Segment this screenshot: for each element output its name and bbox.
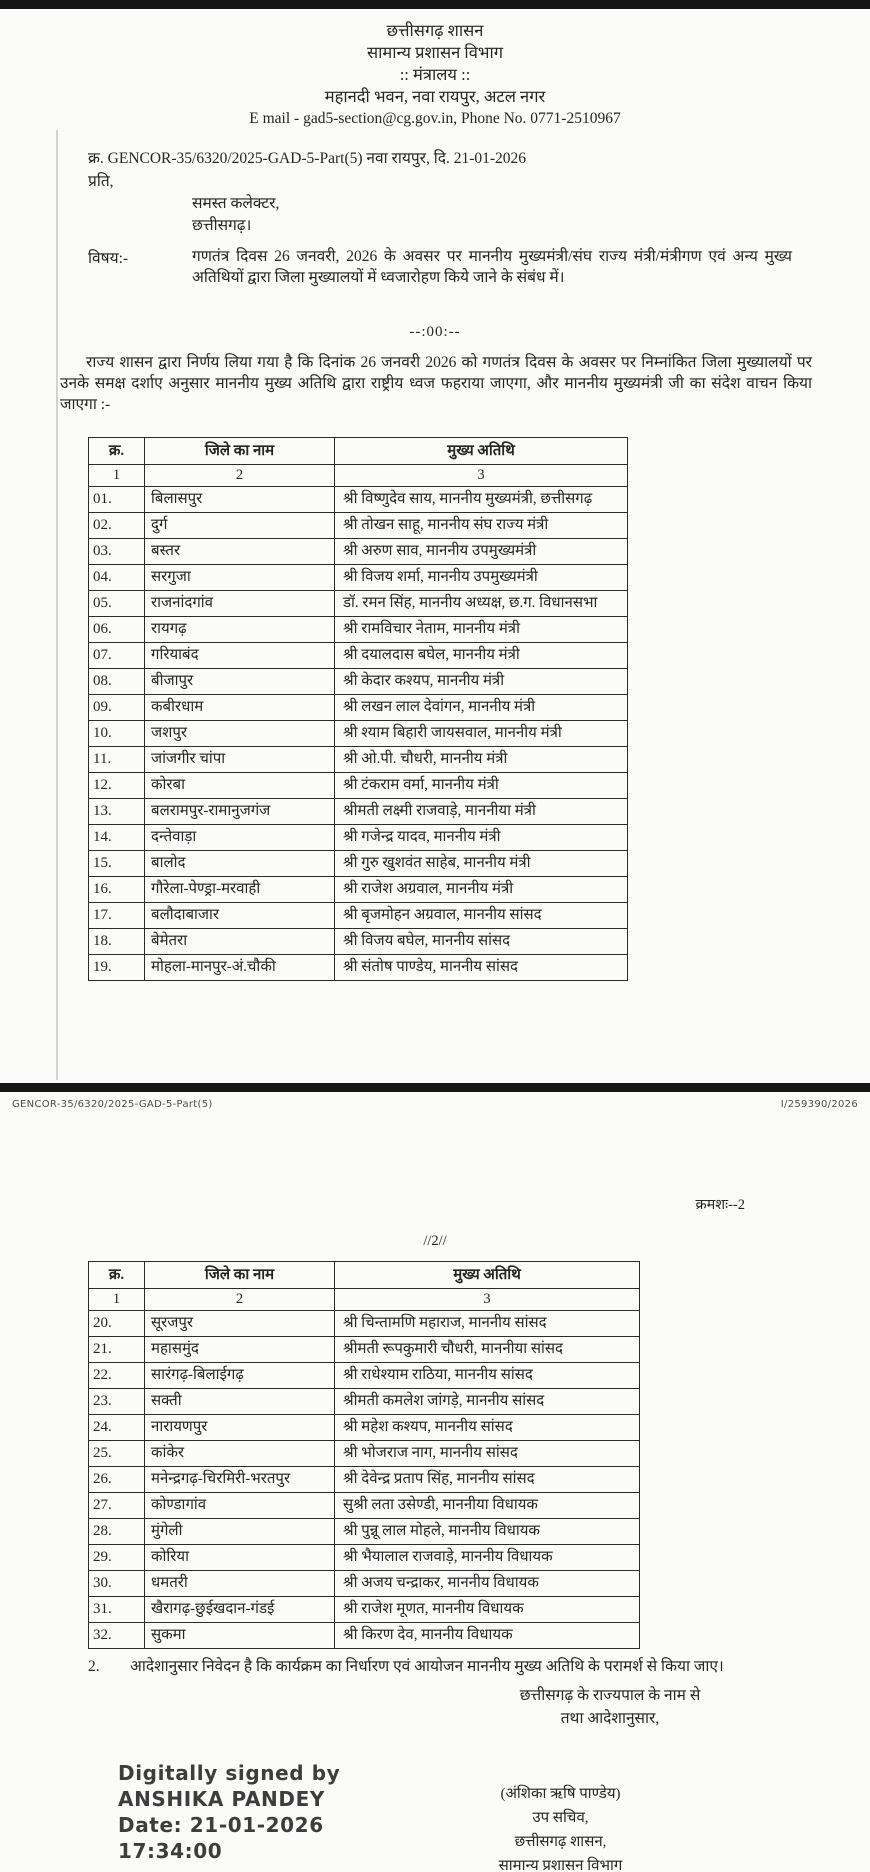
guest-table-page1	[88, 437, 628, 981]
table-cell: 11.	[89, 747, 145, 773]
table-row	[89, 591, 628, 617]
page-separator-bar	[0, 1083, 870, 1092]
table-row	[89, 825, 628, 851]
table-row	[89, 1311, 640, 1337]
col-header-chief-guest: मुख्य अतिथि	[335, 1262, 640, 1289]
authority-line1: छत्तीसगढ़ के राज्यपाल के नाम से	[519, 1687, 701, 1704]
table-row	[89, 643, 628, 669]
col-header-chief-guest: मुख्य अतिथि	[335, 438, 628, 465]
table-cell: श्री विष्णुदेव साय, माननीय मुख्यमंत्री, छत्तीसगढ़	[335, 487, 628, 513]
digital-signature-line4: 17:34:00	[118, 1839, 223, 1863]
table-row	[89, 1337, 640, 1363]
table-row	[89, 487, 628, 513]
table-cell: जांजगीर चांपा	[145, 747, 335, 773]
table-cell: श्री श्याम बिहारी जायसवाल, माननीय मंत्री	[335, 721, 628, 747]
letterhead-address: महानदी भवन, नवा रायपुर, अटल नगर	[324, 87, 546, 106]
table-row	[89, 1467, 640, 1493]
col-number: 1	[89, 1289, 145, 1311]
table-cell: धमतरी	[145, 1571, 335, 1597]
table-row	[89, 1519, 640, 1545]
authority-block	[470, 1684, 750, 1730]
table-cell: सूरजपुर	[145, 1311, 335, 1337]
table-cell: श्री गुरु खुशवंत साहेब, माननीय मंत्री	[335, 851, 628, 877]
table-cell: 26.	[89, 1467, 145, 1493]
table-cell: बालोद	[145, 851, 335, 877]
table-cell: 07.	[89, 643, 145, 669]
table-header-row	[89, 1262, 640, 1289]
table-row	[89, 695, 628, 721]
table-cell: श्रीमती कमलेश जांगड़े, माननीय सांसद	[335, 1389, 640, 1415]
section-divider: --:00:--	[409, 324, 461, 340]
table-cell: सरगुजा	[145, 565, 335, 591]
table-row	[89, 669, 628, 695]
table-cell: 21.	[89, 1337, 145, 1363]
col-header-serial: क्र.	[89, 438, 145, 465]
table-cell: 06.	[89, 617, 145, 643]
table-numbering-row	[89, 465, 628, 487]
signer-name: (अंशिका ऋषि पाण्डेय)	[500, 1786, 621, 1802]
table-cell: श्री लखन लाल देवांगन, माननीय मंत्री	[335, 695, 628, 721]
table-row	[89, 1363, 640, 1389]
table-cell: दन्तेवाड़ा	[145, 825, 335, 851]
table-cell: श्री चिन्तामणि महाराज, माननीय सांसद	[335, 1311, 640, 1337]
table-row	[89, 877, 628, 903]
reference-number-line: क्र. GENCOR-35/6320/2025-GAD-5-Part(5) नवा रायपुर, दि. 21-01-2026	[88, 150, 527, 167]
table-row	[89, 1415, 640, 1441]
table-cell: 12.	[89, 773, 145, 799]
table-cell: बीजापुर	[145, 669, 335, 695]
table-cell: बेमेतरा	[145, 929, 335, 955]
letterhead-dept: सामान्य प्रशासन विभाग	[366, 43, 504, 62]
table-row	[89, 1597, 640, 1623]
scan-edge-artifact	[56, 130, 58, 1080]
signer-title1: उप सचिव,	[532, 1810, 589, 1826]
signer-block	[468, 1782, 653, 1872]
table-cell: बलौदाबाजार	[145, 903, 335, 929]
table-cell: कोरिया	[145, 1545, 335, 1571]
table-cell: 15.	[89, 851, 145, 877]
col-number: 1	[89, 465, 145, 487]
table-row	[89, 721, 628, 747]
table-cell: 04.	[89, 565, 145, 591]
table-row	[89, 929, 628, 955]
table-row	[89, 1493, 640, 1519]
table-cell: श्री तोखन साहू, माननीय संघ राज्य मंत्री	[335, 513, 628, 539]
table-cell: गरियाबंद	[145, 643, 335, 669]
col-number: 3	[335, 1289, 640, 1311]
table-cell: श्री महेश कश्यप, माननीय सांसद	[335, 1415, 640, 1441]
table-cell: 25.	[89, 1441, 145, 1467]
table-cell: 18.	[89, 929, 145, 955]
paragraph-text: आदेशानुसार निवेदन है कि कार्यक्रम का निर्धारण एवं आयोजन माननीय मुख्य अतिथि के परामर्श से किया जाए।	[130, 1658, 724, 1675]
table-cell: श्री ओ.पी. चौधरी, माननीय मंत्री	[335, 747, 628, 773]
table-row	[89, 539, 628, 565]
col-header-district: जिले का नाम	[145, 438, 335, 465]
table-cell: 22.	[89, 1363, 145, 1389]
table-cell: श्री गजेन्द्र यादव, माननीय मंत्री	[335, 825, 628, 851]
table-row	[89, 903, 628, 929]
letterhead	[0, 20, 870, 130]
authority-line2: तथा आदेशानुसार,	[560, 1710, 660, 1727]
table-cell: 20.	[89, 1311, 145, 1337]
table-row	[89, 851, 628, 877]
table-cell: श्री संतोष पाण्डेय, माननीय सांसद	[335, 955, 628, 981]
table-row	[89, 1441, 640, 1467]
to-label: प्रति,	[88, 173, 114, 190]
table-cell: 17.	[89, 903, 145, 929]
body-paragraph-2	[88, 1656, 746, 1677]
table-cell: श्री भैयालाल राजवाड़े, माननीय विधायक	[335, 1545, 640, 1571]
signer-title2: छत्तीसगढ़ शासन,	[514, 1834, 607, 1850]
table-cell: 29.	[89, 1545, 145, 1571]
table-cell: 05.	[89, 591, 145, 617]
table-cell: 13.	[89, 799, 145, 825]
col-number: 3	[335, 465, 628, 487]
digital-signature-line2: ANSHIKA PANDEY	[118, 1787, 325, 1811]
table-cell: 19.	[89, 955, 145, 981]
signer-title3: सामान्य प्रशासन विभाग	[498, 1858, 623, 1872]
table-cell: 24.	[89, 1415, 145, 1441]
table-row	[89, 799, 628, 825]
table-cell: श्री विजय बघेल, माननीय सांसद	[335, 929, 628, 955]
table-row	[89, 747, 628, 773]
table-cell: मोहला-मानपुर-अं.चौकी	[145, 955, 335, 981]
table-cell: कांकेर	[145, 1441, 335, 1467]
table-cell: नारायणपुर	[145, 1415, 335, 1441]
guest-table-page2	[88, 1261, 640, 1649]
table-row	[89, 1571, 640, 1597]
table-cell: जशपुर	[145, 721, 335, 747]
table-row	[89, 1623, 640, 1649]
table-cell: मुंगेली	[145, 1519, 335, 1545]
table-row	[89, 1545, 640, 1571]
col-number: 2	[145, 465, 335, 487]
table-cell: श्री राजेश अग्रवाल, माननीय मंत्री	[335, 877, 628, 903]
addressee-line1: समस्त कलेक्टर,	[192, 195, 280, 212]
digital-signature-line3: Date: 21-01-2026	[118, 1813, 324, 1837]
table-cell: श्री टंकराम वर्मा, माननीय मंत्री	[335, 773, 628, 799]
table-cell: 32.	[89, 1623, 145, 1649]
scan-top-bar	[0, 0, 870, 9]
letterhead-mantralaya: :: मंत्रालय ::	[399, 65, 471, 84]
table-cell: डॉ. रमन सिंह, माननीय अध्यक्ष, छ.ग. विधानसभा	[335, 591, 628, 617]
table-cell: 31.	[89, 1597, 145, 1623]
table-cell: कबीरधाम	[145, 695, 335, 721]
table-cell: 16.	[89, 877, 145, 903]
efile-footer-reference: GENCOR-35/6320/2025-GAD-5-Part(5)	[12, 1099, 213, 1110]
table-numbering-row	[89, 1289, 640, 1311]
continuation-marker: क्रमशः--2	[695, 1197, 745, 1213]
table-cell: श्री केदार कश्यप, माननीय मंत्री	[335, 669, 628, 695]
digital-signature-stamp	[118, 1760, 340, 1864]
table-cell: राजनांदगांव	[145, 591, 335, 617]
efile-footer-id: I/259390/2026	[780, 1099, 858, 1110]
table-cell: श्री देवेन्द्र प्रताप सिंह, माननीय सांसद	[335, 1467, 640, 1493]
table-cell: श्री बृजमोहन अग्रवाल, माननीय सांसद	[335, 903, 628, 929]
table-row	[89, 773, 628, 799]
digital-signature-line1: Digitally signed by	[118, 1761, 341, 1785]
addressee-line2: छत्तीसगढ़।	[192, 217, 252, 234]
subject-text: गणतंत्र दिवस 26 जनवरी, 2026 के अवसर पर माननीय मुख्यमंत्री/संघ राज्य मंत्री/मंत्रीगण एवं अन्य मुख्य अतिथियों द्वारा जिला मुख्यालयों में ध्वजारोहण किये जाने के संबंध में।	[192, 248, 792, 286]
table-cell: मनेन्द्रगढ़-चिरमिरी-भरतपुर	[145, 1467, 335, 1493]
table-header-row	[89, 438, 628, 465]
table-row	[89, 955, 628, 981]
table-cell: सक्ती	[145, 1389, 335, 1415]
table-cell: 23.	[89, 1389, 145, 1415]
table-cell: सुश्री लता उसेण्डी, माननीया विधायक	[335, 1493, 640, 1519]
page-number-label: //2//	[423, 1233, 447, 1249]
table-row	[89, 617, 628, 643]
table-cell: बस्तर	[145, 539, 335, 565]
table-cell: बिलासपुर	[145, 487, 335, 513]
table-row	[89, 565, 628, 591]
table-cell: श्रीमती रूपकुमारी चौधरी, माननीया सांसद	[335, 1337, 640, 1363]
table-cell: श्री अजय चन्द्राकर, माननीय विधायक	[335, 1571, 640, 1597]
table-row	[89, 513, 628, 539]
table-row	[89, 1389, 640, 1415]
table-cell: श्री विजय शर्मा, माननीय उपमुख्यमंत्री	[335, 565, 628, 591]
table-cell: 10.	[89, 721, 145, 747]
letterhead-govt: छत्तीसगढ़ शासन	[386, 21, 484, 40]
table-cell: 30.	[89, 1571, 145, 1597]
table-cell: सुकमा	[145, 1623, 335, 1649]
table-cell: 27.	[89, 1493, 145, 1519]
table-cell: 03.	[89, 539, 145, 565]
table-cell: श्री किरण देव, माननीय विधायक	[335, 1623, 640, 1649]
paragraph-number: 2.	[88, 1658, 100, 1675]
table-cell: खैरागढ़-छुईखदान-गंडई	[145, 1597, 335, 1623]
table-cell: 28.	[89, 1519, 145, 1545]
body-paragraph-1: राज्य शासन द्वारा निर्णय लिया गया है कि दिनांक 26 जनवरी 2026 को गणतंत्र दिवस के अवसर पर निम्नांकित जिला मुख्यालयों पर उनके समक्ष दर्शाए अनुसार माननीय मुख्य अतिथि द्वारा राष्ट्रीय ध्वज फहराया जाएगा, और माननीय मुख्यमंत्री जी का संदेश वाचन किया जाएगा :-	[60, 354, 812, 413]
table-cell: दुर्ग	[145, 513, 335, 539]
table-cell: 14.	[89, 825, 145, 851]
table-cell: बलरामपुर-रामानुजगंज	[145, 799, 335, 825]
table-cell: 02.	[89, 513, 145, 539]
table-cell: श्री राधेश्याम राठिया, माननीय सांसद	[335, 1363, 640, 1389]
table-cell: कोरबा	[145, 773, 335, 799]
subject-label: विषय:-	[88, 250, 129, 267]
letterhead-contact: E mail - gad5-section@cg.gov.in, Phone No. 0771-2510967	[249, 110, 621, 127]
table-cell: 01.	[89, 487, 145, 513]
table-cell: श्रीमती लक्ष्मी राजवाड़े, माननीया मंत्री	[335, 799, 628, 825]
table-cell: कोण्डागांव	[145, 1493, 335, 1519]
table-cell: रायगढ़	[145, 617, 335, 643]
table-cell: 08.	[89, 669, 145, 695]
table-cell: श्री राजेश मूणत, माननीय विधायक	[335, 1597, 640, 1623]
table-cell: श्री रामविचार नेताम, माननीय मंत्री	[335, 617, 628, 643]
col-header-serial: क्र.	[89, 1262, 145, 1289]
col-number: 2	[145, 1289, 335, 1311]
table-cell: श्री भोजराज नाग, माननीय सांसद	[335, 1441, 640, 1467]
table-cell: श्री पुन्नू लाल मोहले, माननीय विधायक	[335, 1519, 640, 1545]
table-cell: गौरेला-पेण्ड्रा-मरवाही	[145, 877, 335, 903]
table-cell: 09.	[89, 695, 145, 721]
table-cell: श्री दयालदास बघेल, माननीय मंत्री	[335, 643, 628, 669]
table-cell: महासमुंद	[145, 1337, 335, 1363]
table-cell: सारंगढ़-बिलाईगढ़	[145, 1363, 335, 1389]
col-header-district: जिले का नाम	[145, 1262, 335, 1289]
table-cell: श्री अरुण साव, माननीय उपमुख्यमंत्री	[335, 539, 628, 565]
